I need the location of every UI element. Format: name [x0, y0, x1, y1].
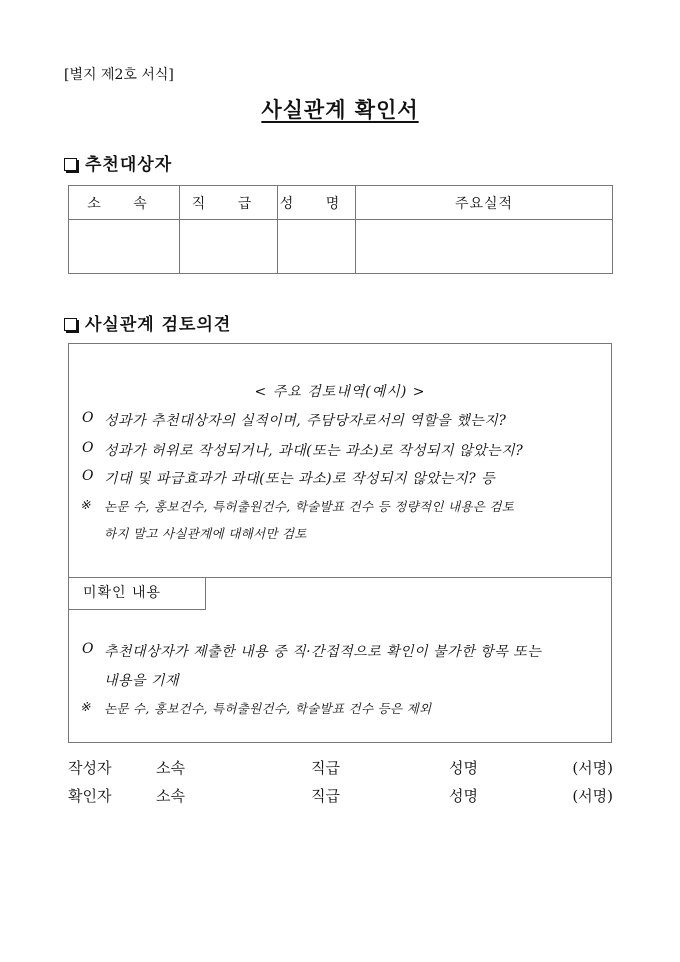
unconfirmed-note-text: 논문 수, 홍보건수, 특허출원건수, 학술발표 건수 등은 제외: [104, 701, 432, 716]
review-note-line1: 논문 수, 홍보건수, 특허출원건수, 학술발표 건수 등 정량적인 내용은 검토: [104, 499, 515, 514]
signature-role: 작성자: [68, 759, 112, 777]
section-heading-review: [64, 310, 231, 335]
nominee-table: [68, 185, 613, 274]
signature-rank-label: 직급: [311, 759, 340, 777]
cell-affiliation[interactable]: [69, 220, 180, 274]
page-title: 사실관계 확인서: [261, 98, 419, 122]
review-item-text: 성과가 추천대상자의 실적이며, 주담당자로서의 역할을 했는지?: [104, 413, 507, 429]
signature-rank-label: 직급: [311, 787, 340, 805]
reference-mark-icon: ※: [80, 699, 91, 714]
review-note: [80, 497, 612, 515]
circle-bullet-icon: O: [82, 468, 94, 484]
signature-affiliation-label: 소속: [156, 787, 185, 805]
signature-row-writer: [68, 757, 613, 781]
review-item-2: [82, 440, 612, 460]
circle-bullet-icon: O: [82, 410, 94, 426]
section-heading-nominee-text: 추천대상자: [85, 155, 173, 175]
square-bullet-icon: [64, 318, 77, 331]
unconfirmed-item: [82, 641, 612, 661]
cell-rank[interactable]: [180, 220, 278, 274]
nominee-table-header-row: [69, 186, 613, 220]
nominee-table-row: [69, 220, 613, 274]
header-name: 성 명: [278, 186, 356, 220]
form-number: [별지 제2호 서식]: [64, 67, 174, 83]
signature-sign[interactable]: (서명): [572, 787, 613, 805]
signature-affiliation-label: 소속: [156, 759, 185, 777]
square-bullet-icon: [64, 158, 77, 171]
review-note-line2: 하지 말고 사실관계에 대해서만 검토: [104, 526, 307, 541]
unconfirmed-item-line2: 내용을 기재: [104, 673, 180, 689]
cell-achievements[interactable]: [356, 220, 613, 274]
signature-name-label: 성명: [449, 759, 478, 777]
unconfirmed-note: [80, 699, 612, 717]
unconfirmed-item-line1: 추천대상자가 제출한 내용 중 직·간접적으로 확인이 불가한 항목 또는: [104, 644, 542, 660]
header-achievements: 주요실적: [356, 186, 613, 220]
signature-sign[interactable]: (서명): [572, 759, 613, 777]
circle-bullet-icon: O: [82, 440, 94, 456]
review-item-text: 기대 및 파급효과가 과대(또는 과소)로 작성되지 않았는지? 등: [104, 471, 496, 487]
cell-name[interactable]: [278, 220, 356, 274]
signature-name-label: 성명: [449, 787, 478, 805]
unconfirmed-label: 미확인 내용: [68, 577, 206, 610]
signature-role: 확인자: [68, 787, 112, 805]
header-affiliation: 소 속: [69, 186, 180, 220]
signature-row-verifier: [68, 785, 613, 809]
review-item-3: [82, 468, 612, 488]
review-item-1: [82, 410, 612, 430]
reference-mark-icon: ※: [80, 497, 91, 512]
section-heading-review-text: 사실관계 검토의견: [85, 315, 232, 335]
header-rank: 직 급: [180, 186, 278, 220]
circle-bullet-icon: O: [82, 641, 94, 657]
review-examples-title: < 주요 검토내역(예시) >: [254, 384, 426, 400]
section-heading-nominee: [64, 150, 172, 175]
review-item-text: 성과가 허위로 작성되거나, 과대(또는 과소)로 작성되지 않았는지?: [104, 443, 524, 459]
